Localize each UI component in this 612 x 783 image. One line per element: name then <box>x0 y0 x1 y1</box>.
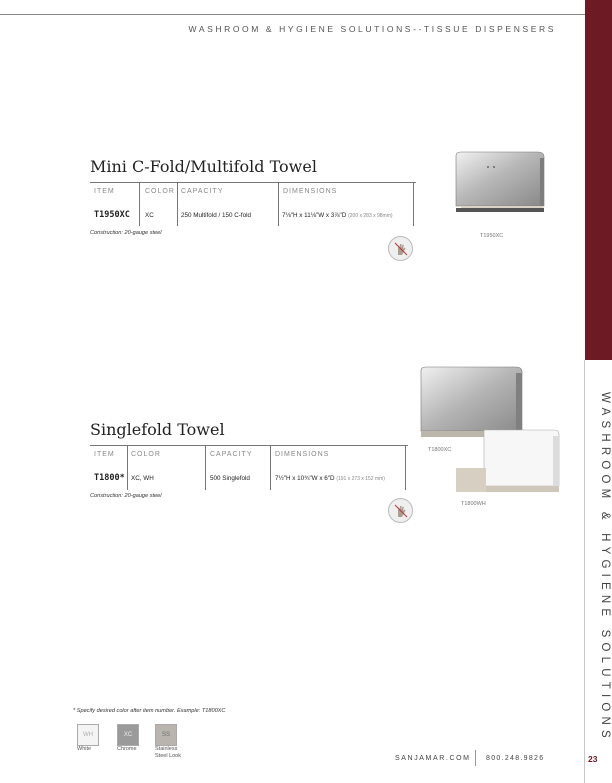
item-number: T1950XC <box>94 210 130 220</box>
column-header-color: COLOR <box>145 188 175 195</box>
column-divider <box>405 446 406 490</box>
image-caption: T1950XC <box>480 233 504 239</box>
touchless-hand-icon <box>388 236 413 261</box>
swatch-code: XC <box>123 732 133 738</box>
dimensions-metric: (200 x 283 x 98mm) <box>348 213 393 219</box>
image-caption: T1800XC <box>428 447 452 453</box>
color-footnote: * Specify desired color after item number. Example: T1800XC <box>73 708 226 714</box>
dimensions-imperial: 7½"H x 10¾"W x 6"D <box>275 475 335 482</box>
construction-note: Construction: 20-gauge steel <box>90 230 162 236</box>
column-divider <box>127 446 128 490</box>
product-title: Singlefold Towel <box>90 420 225 439</box>
dimensions-metric: (191 x 273 x 152 mm) <box>336 476 385 482</box>
swatch-stainless <box>155 724 177 746</box>
item-color: XC, WH <box>131 475 154 482</box>
column-header-dimensions: DIMENSIONS <box>283 188 338 195</box>
column-divider <box>177 183 178 226</box>
item-capacity: 250 Multifold / 150 C-fold <box>181 212 252 219</box>
column-divider <box>270 446 271 490</box>
footer-separator <box>475 750 476 766</box>
swatch-label: Chrome <box>117 746 137 752</box>
dimensions-imperial: 7⅛"H x 11⅛"W x 3⅞"D <box>282 212 347 219</box>
swatch-code: SS <box>161 732 170 738</box>
touchless-hand-icon <box>388 498 413 523</box>
column-header-item: ITEM <box>94 188 115 195</box>
column-divider <box>205 446 206 490</box>
swatch-label: Stainless Steel Look <box>155 746 181 759</box>
construction-note: Construction: 20-gauge steel <box>90 493 162 499</box>
item-color: XC <box>145 212 154 219</box>
swatch-code: WH <box>83 732 93 738</box>
side-accent-band <box>585 0 612 360</box>
swatch-white <box>77 724 99 746</box>
image-caption: T1800WH <box>461 501 486 507</box>
column-header-dimensions: DIMENSIONS <box>275 451 330 458</box>
product-title: Mini C-Fold/Multifold Towel <box>90 157 317 176</box>
item-capacity: 500 Singlefold <box>210 475 250 482</box>
column-header-capacity: CAPACITY <box>210 451 253 458</box>
footer-website: SANJAMAR.COM <box>395 755 471 762</box>
swatch-chrome <box>117 724 139 746</box>
column-header-color: COLOR <box>131 451 161 458</box>
product-image-t1950xc <box>452 150 548 218</box>
page-number: 23 <box>588 754 598 764</box>
product-image-t1800wh <box>454 428 562 498</box>
column-header-item: ITEM <box>94 451 115 458</box>
swatch-label: White <box>77 746 92 752</box>
column-divider <box>139 183 140 226</box>
column-divider <box>413 183 414 226</box>
footer-phone: 800.248.9826 <box>486 755 545 762</box>
column-divider <box>278 183 279 226</box>
table-rule <box>90 445 408 446</box>
header-rule <box>0 14 585 15</box>
side-tab-label: WASHROOM & HYGIENE SOLUTIONS <box>599 392 611 743</box>
column-header-capacity: CAPACITY <box>181 188 224 195</box>
item-dimensions <box>282 212 393 219</box>
side-divider <box>584 360 585 783</box>
item-dimensions <box>275 475 385 482</box>
item-number: T1800* <box>94 473 125 483</box>
page-header-title: WASHROOM & HYGIENE SOLUTIONS--TISSUE DISPENSERS <box>188 24 556 34</box>
